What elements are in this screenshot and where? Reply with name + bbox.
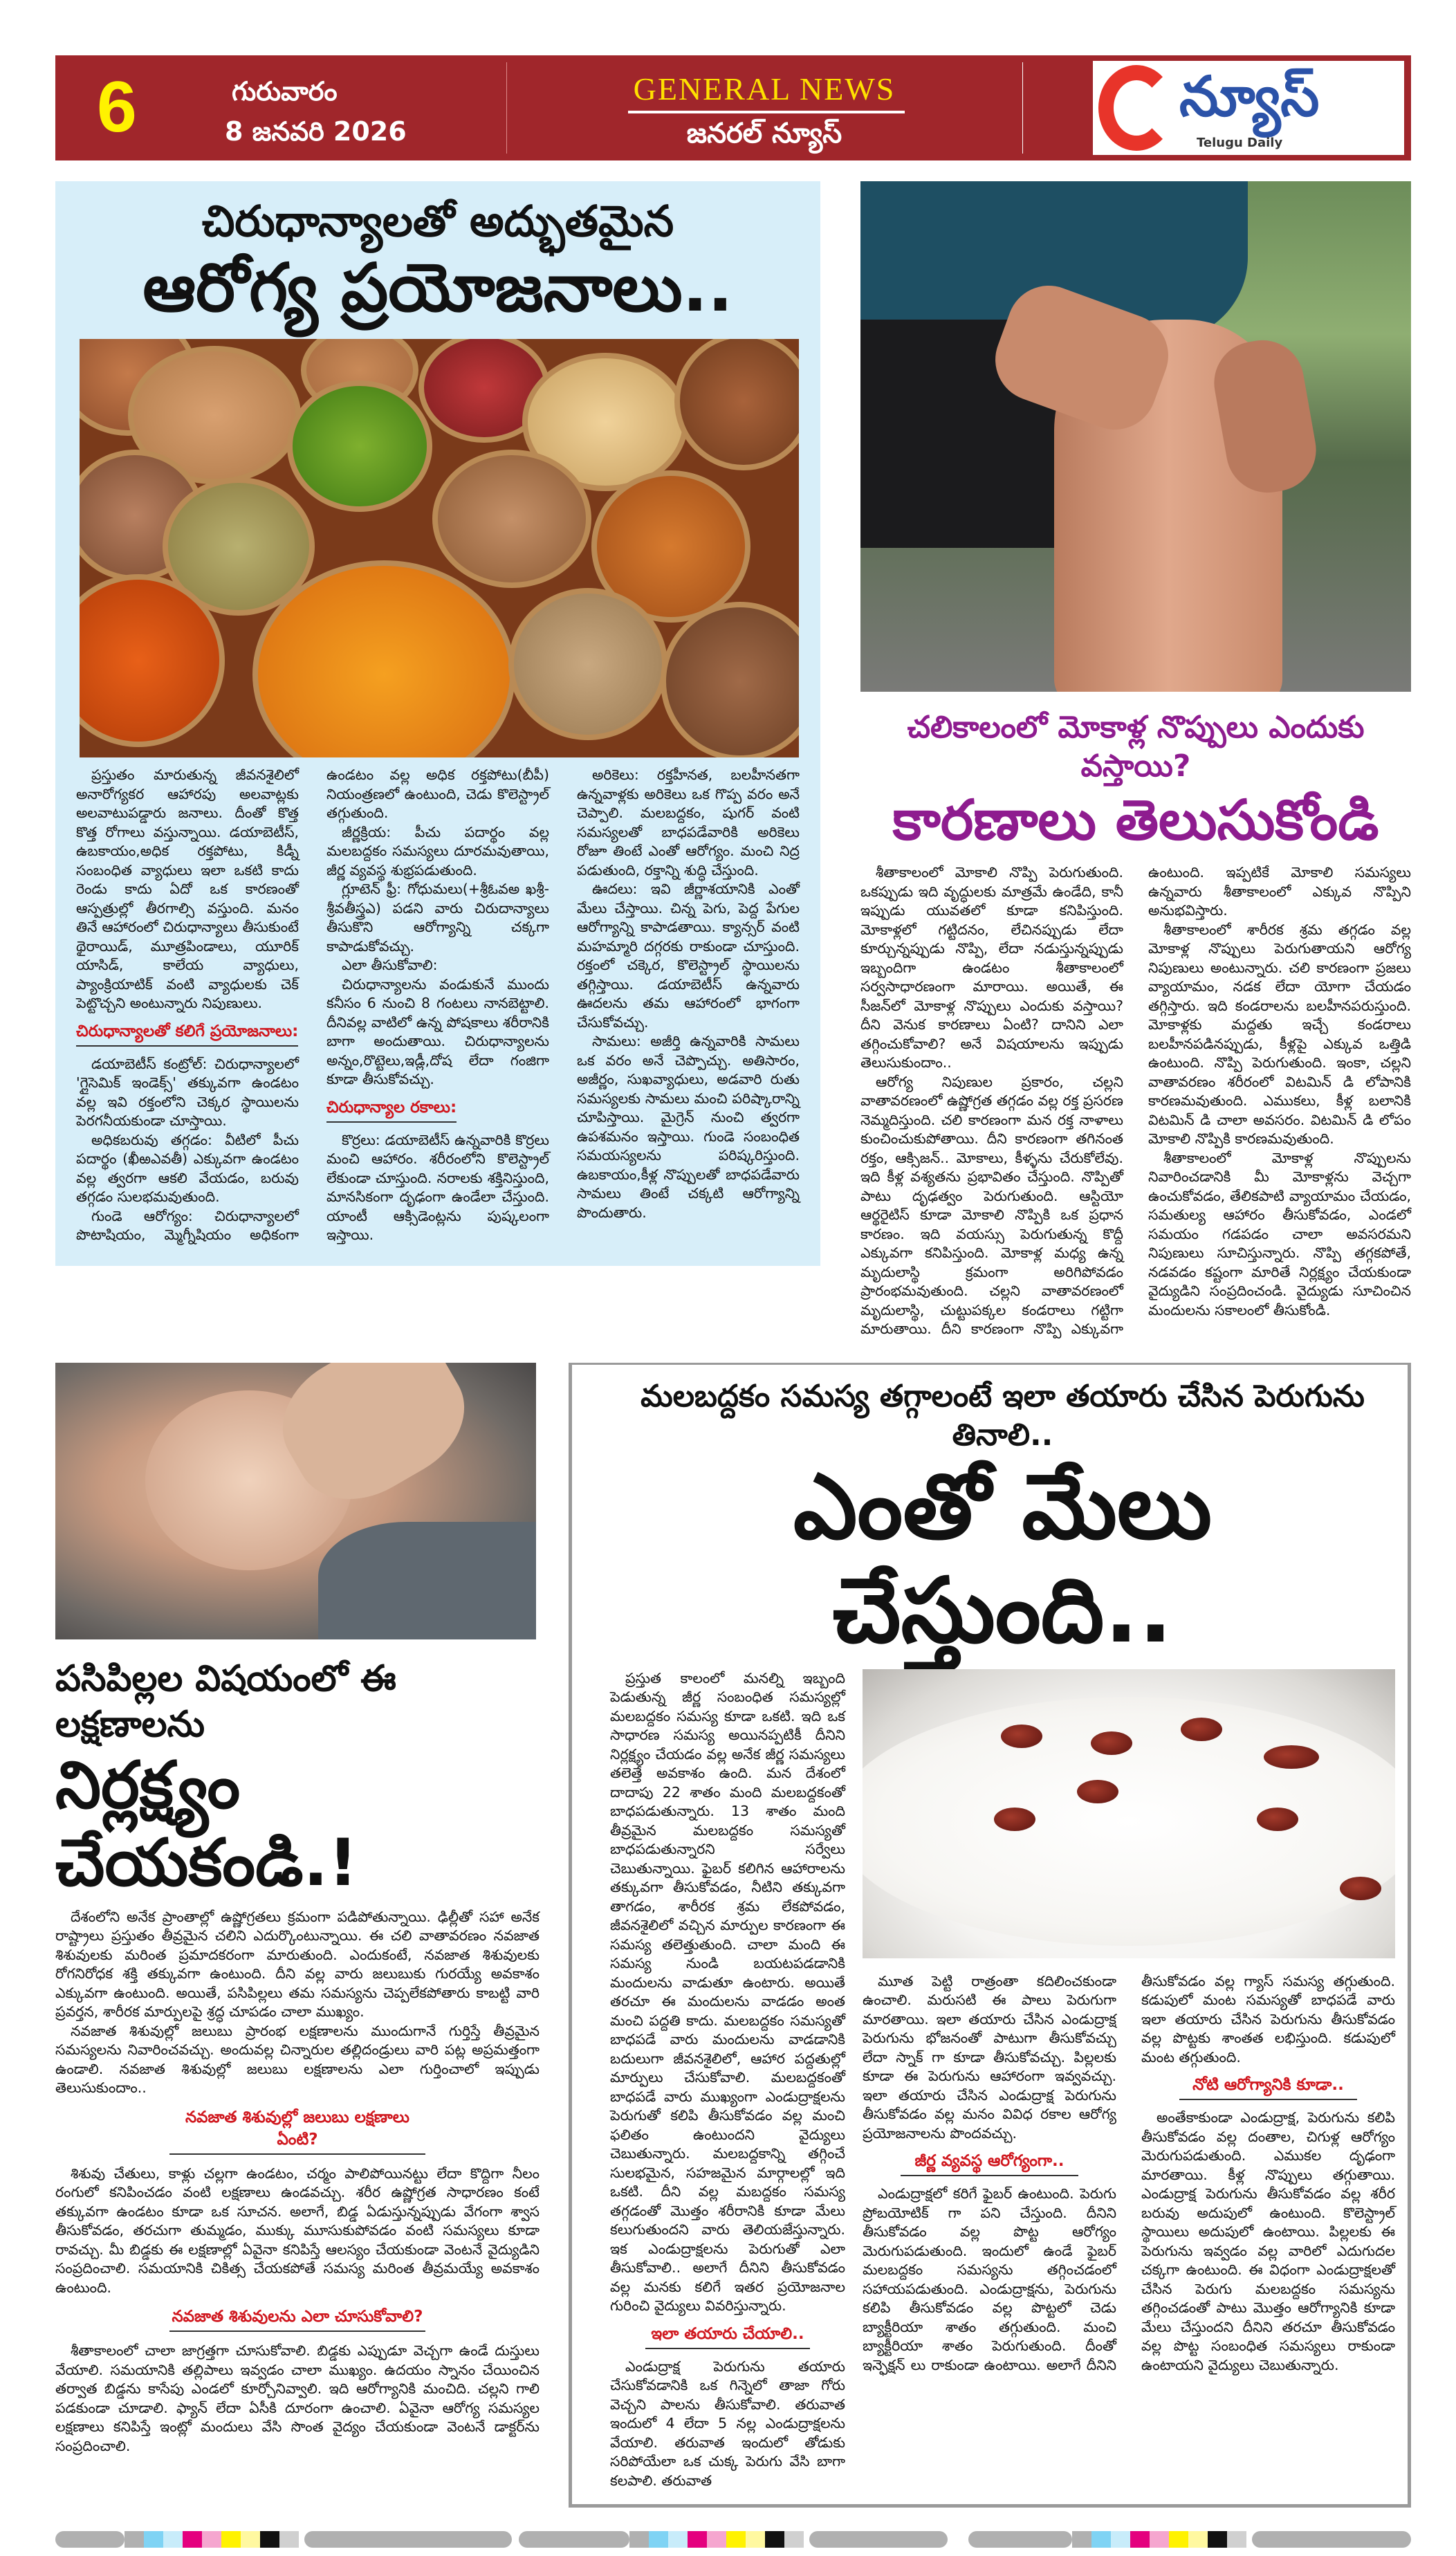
registration-bar bbox=[968, 2531, 1072, 2548]
paragraph: అంతేకాకుండా ఎండుద్రాక్ష, పెరుగును కలిపి తీసుకోవడం వల్ల దంతాల, చిగుళ్ల ఆరోగ్యం మెరుగుపడుతుంది. ఎముకల దృఢంగా మారతాయి. కీళ్ల నొప్పులు తగ్గుతాయి. ఎండుద్రాక్ష పెరుగును తీసుకోవడం వల్ల శరీర బరువు అదుపులో ఉంటుంది. కొలెస్ట్రాల్ స్థాయిలు అదుపులో ఉంటాయి. పిల్లలకు ఈ పెరుగును ఇవ్వడం వల్ల వారిలో ఎదుగుదల చక్కగా ఉంటుంది. ఈ విధంగా ఎండుద్రాక్షలతో చేసిన పెరుగు మలబద్దకం సమస్యను తగ్గించడంతో పాటు మొత్తం ఆరోగ్యానికి కూడా మేలు చేస్తుందని దీనిని తరచూ తీసుకోవడం వల్ల పొట్ట సంబంధిత సమస్యలు రాకుండా ఉంటాయని వైద్యులు చెబుతున్నారు. bbox=[1141, 2109, 1395, 2373]
article-kicker: చలికాలంలో మోకాళ్ల నొప్పులు ఎందుకు వస్తాయి? bbox=[907, 710, 1365, 784]
article-curd bbox=[569, 1363, 1411, 2508]
logo-tagline: Telugu Daily bbox=[1197, 136, 1283, 150]
day-label: గురువారం bbox=[232, 76, 338, 107]
paragraph: శీతాకాలంలో శారీరక శ్రమ తగ్గడం వల్ల మోకాళ్ల నొప్పులు పెరుగుతాయని ఆరోగ్య నిపుణులు అంటున్నారు. చలి కారణంగా ప్రజలు వ్యాయామం, నడక లేదా యోగా చేయడం తగ్గిస్తారు. ఇది కండరాలను బలహీనపరుస్తుంది. మోకాళ్లకు మద్దతు ఇచ్చే కండరాలు బలహీనపడినప్పుడు, కీళ్లపై ఎక్కువ ఒత్తిడి ఉంటుంది. నొప్పి పెరుగుతుంది. ఇంకా, చల్లని వాతావరణం శరీరంలో విటమిన్ డి లోపానికి కారణమవుతుంది. ఎముకలు, కీళ్ల బలానికి విటమిన్ డి చాలా అవసరం. విటమిన్ డి లోపం మోకాలి నొప్పికి కారణమవుతుంది. bbox=[1148, 921, 1411, 1147]
paragraph: ప్రస్తుత కాలంలో మనల్ని ఇబ్బంది పెడుతున్న జీర్ణ సంబంధిత సమస్యల్లో మలబద్దకం సమస్య కూడా ఒకటి. ఇది ఒక సాధారణ సమస్య అయినప్పటికీ దీనిని నిర్లక్ష్యం చేయడం వల్ల అనేక జీర్ణ సమస్యలు తలెత్తే అవకాశం ఉంది. మన దేశంలో దాదాపు 22 శాతం మంది మలబద్దకంతో బాధపడుతున్నారు. 13 శాతం మంది తీవ్రమైన మలబద్దకం సమస్యతో బాధపడుతున్నారని సర్వేలు చెబుతున్నాయి. ఫైబర్ కలిగిన ఆహారాలను తక్కువగా తీసుకోవడం, నీటిని తక్కువగా తాగడం, శారీరక శ్రమ లేకపోవడం, జీవనశైలిలో వచ్చిన మార్పుల కారణంగా ఈ సమస్య తలెత్తుతుంది. చాలా మంది ఈ సమస్య నుండి బయటపడడానికి మందులను వాడుతూ ఉంటారు. అయితే తరచూ ఈ మందులను వాడడం అంత మంచి పద్దతి కాదు. మలబద్దకం సమస్యతో బాధపడే వారు మందులను వాడడానికి బదులుగా జీవనశైలిలో, ఆహార పద్దతుల్లో మార్పులు చేసుకోవాలి. మలబద్దకంతో బాధపడే వారు ముఖ్యంగా ఎండుద్రాక్షలను పెరుగుతో కలిపి తీసుకోవడం వల్ల మంచి ఫలితం ఉంటుందని వైద్యులు చెబుతున్నారు. మలబద్దకాన్ని తగ్గించే సులభమైన, సహజమైన మార్గాలల్లో ఇది ఒకటి. దీని వల్ల మబద్దకం సమస్య తగ్గడంతో మొత్తం శరీరానికి కూడా మేలు కలుగుతుందని వారు తెలియజేస్తున్నారు. ఇక ఎండుద్రాక్షలను పెరుగుతో ఎలా తీసుకోవాలి.. అలాగే దీనిని తీసుకోవడం వల్ల మనకు కలిగే ఇతర ప్రయోజనాల గురించి వైద్యులు వివరిస్తున్నారు. bbox=[610, 1669, 845, 2314]
article-kicker: చిరుధాన్యాలతో అద్భుతమైన bbox=[201, 196, 674, 246]
paragraph: శీతాకాలంలో చాలా జాగ్రత్తగా చూసుకోవాలి. బిడ్డకు ఎప్పుడూ వెచ్చగా ఉండే దుస్తులు వేయాలి. సమయానికి తల్లిపాలు ఇవ్వడం చాలా ముఖ్యం. ఉదయం స్నానం చేయించిన తర్వాత బిడ్డను కాసేపు ఎండలో కూర్చోనివ్వాలి. ఇది ఆరోగ్యానికి మంచిది. చల్లని గాలి పడకుండా చూడాలి. ఫ్యాన్ లేదా ఏసీకి దూరంగా ఉంచాలి. ఏవైనా ఆరోగ్య సమస్యల లక్షణాలు కనిపిస్తే ఇంట్లో మందులు వేసి సొంత వైద్యం చేయకుండా వెంటనే డాక్టర్‌ను సంప్రదించాలి. bbox=[55, 2342, 540, 2454]
paragraph: దేశంలోని అనేక ప్రాంతాల్లో ఉష్ణోగ్రతలు క్రమంగా పడిపోతున్నాయి. ఢిల్లీతో సహా అనేక రాష్ట్రాలు ప్రస్తుతం తీవ్రమైన చలిని ఎదుర్కొంటున్నాయి. ఈ చలి వాతావరణం నవజాత శిశువులకు మరింత ప్రమాదకరంగా మారుతుంది. ఎందుకంటే, నవజాత శిశువులకు రోగనిరోధక శక్తి తక్కువగా ఉంటుంది. దీని వల్ల వారు జలుబుకు గురయ్యే అవకాశం ఎక్కువగా ఉంటుంది. అయితే, పసిపిల్లలు తమ సమస్యను చెప్పలేకపోతారు కాబట్టి వారి ప్రవర్తన, శారీరక మార్పులపై శ్రద్ధ చూపడం చాలా ముఖ్యం. bbox=[55, 1908, 540, 2020]
article-headline: కారణాలు తెలుసుకోండి bbox=[892, 788, 1379, 852]
registration-bar bbox=[1252, 2531, 1411, 2548]
article-body bbox=[76, 766, 800, 1245]
curd-raisins-image bbox=[863, 1669, 1395, 1958]
logo-wordmark: న్యూస్ bbox=[1179, 64, 1320, 129]
paragraph: అరికెలు: రక్తహీనత, బలహీనతగా ఉన్నవాళ్లకు అరికెలు ఒక గొప్ప వరం అనే చెప్పాలి. మలబద్దకం, షుగర్ వంటి సమస్యలతో బాధపడేవారికి అరికెలు రోజూ తింటే ఎంతో ఆరోగ్యం. మంచి నిద్ర పడుతుంది, రక్తాన్ని శుద్ధి చేస్తుంది. bbox=[577, 766, 800, 879]
paragraph: అధికబరువు తగ్గడం: వీటిలో పీచు పదార్థం (ఖీఱఎవతీ) ఎక్కువగా ఉండటం వల్ల త్వరగా ఆకలి వేయడం, బరువు తగ్గడం సులభమవుతుంది. bbox=[76, 1131, 299, 1205]
divider bbox=[1022, 62, 1023, 154]
article-right-area bbox=[863, 1669, 1395, 2375]
article-baby bbox=[55, 1363, 540, 2456]
paragraph: ఊదలు: ఇవి జీర్ణాశయానికి ఎంతో మేలు చేస్తాయి. చిన్న పెగు, పెద్ద పేగుల ఆరోగ్యాన్ని కాపాడతాయి. క్యాన్సర్ వంటి మహమ్మారి దగ్గరకు రాకుండా చూస్తుంది. రక్తంలో చక్కెర, కొలెస్ట్రాల్ స్థాయిలను తగ్గిస్తాయి. డయాబెటీస్ ఉన్నవారు ఊదలను తమ ఆహారంలో భాగంగా చేసుకోవచ్చు. bbox=[577, 881, 800, 1031]
subheading: నోటి ఆరోగ్యానికి కూడా.. bbox=[1179, 2074, 1357, 2100]
raisin bbox=[994, 1808, 1035, 1831]
registration-bar bbox=[519, 2531, 629, 2548]
paragraph: మూత పెట్టి రాత్రంతా కదిలించకుండా ఉంచాలి. మరుసటి ఈ పాలు పెరుగుగా మారతాయి. ఇలా తయారు చేసిన ఎండుద్రాక్ష పెరుగును భోజనంతో పాటుగా తీసుకోవచ్చు లేదా స్నాక్ గా కూడా తీసుకోవచ్చు. పిల్లలకు కూడా ఈ పెరుగును ఆహారంగా ఇవ్వవచ్చు. ఇలా తయారు చేసిన ఎండుద్రాక్ష పెరుగును తీసుకోవడం వల్ల మనం వివిధ రకాల ఆరోగ్య ప్రయోజనాలను పొందవచ్చు. bbox=[863, 1972, 1116, 2142]
section-title-english: GENERAL NEWS bbox=[633, 71, 896, 107]
subheading: నవజాత శిశువుల్లో జలుబు లక్షణాలు ఏంటి? bbox=[169, 2106, 425, 2155]
article-body bbox=[55, 1908, 540, 2456]
divider bbox=[628, 111, 905, 113]
knee-pain-image bbox=[860, 181, 1411, 692]
registration-bar bbox=[304, 2531, 512, 2548]
color-registration-strip bbox=[125, 2531, 299, 2548]
page-number: 6 bbox=[97, 67, 137, 147]
raisin bbox=[1257, 1808, 1298, 1831]
subheading: చిరుధాన్యాలతో కలిగే ప్రయోజనాలు: bbox=[76, 1020, 298, 1047]
article-headline: ఆరోగ్య ప్రయోజనాలు.. bbox=[142, 249, 733, 327]
registration-bar bbox=[55, 2531, 125, 2548]
newspaper-logo bbox=[1093, 61, 1404, 155]
article-headline: నిర్లక్ష్యం చేయకండి.! bbox=[55, 1747, 358, 1901]
raisin bbox=[1091, 1731, 1132, 1755]
paragraph: శీతాకాలంలో మోకాలి నొప్పి పెరుగుతుంది. ఒకప్పుడు ఇది వృద్ధులకు మాత్రమే ఉండేది, కానీ ఇప్పుడు యువతలో కూడా కనిపిస్తుంది. మోకాళ్లలో గట్టిదనం, లేచినప్పుడు లేదా కూర్చున్నప్పుడు నొప్పి, లేదా నడుస్తున్నప్పుడు ఇబ్బందిగా ఉండటం శీతాకాలంలో సర్వసాధారణంగా మారాయి. అయితే, ఈ సీజన్‌లో మోకాళ్ల నొప్పులు ఎందుకు వస్తాయి? దీని వెనుక కారణాలు ఏంటి? దానిని ఎలా తగ్గించుకోవాలి? అనే విషయాలను ఇప్పుడు తెలుసుకుందాం.. bbox=[860, 864, 1123, 1071]
section-title-telugu: జనరల్ న్యూస్ bbox=[686, 118, 842, 149]
bottom-row bbox=[55, 1363, 1411, 2508]
article-kicker: మలబద్దకం సమస్య తగ్గాలంటే ఇలా తయారు చేసిన పెరుగును తినాలి.. bbox=[641, 1378, 1365, 1453]
divider bbox=[506, 62, 507, 154]
article-headline: ఎంతో మేలు చేస్తుంది.. bbox=[793, 1453, 1213, 1663]
subheading: చిరుధాన్యాల రకాలు: bbox=[326, 1096, 457, 1123]
raisin bbox=[1001, 1725, 1042, 1748]
curd-bowl bbox=[863, 1697, 1395, 1946]
article-columns bbox=[610, 1669, 1395, 2491]
article-body bbox=[610, 1669, 845, 2491]
paragraph: ఎండుద్రాక్ష పెరుగును తయారు చేసుకోవడానికి ఒక గిన్నెలో తాజా గోరు వెచ్చని పాలను తీసుకోవాలి. తరువాత ఇందులో 4 లేదా 5 నల్ల ఎండుద్రాక్షలను వేయాలి. తరువాత ఇందులో తోడుకు సరిపోయేలా ఒక చుక్క పెరుగు వేసి బాగా కలపాలి. తరువాత bbox=[610, 2357, 845, 2489]
paragraph: జీర్ణక్రియ: పీచు పదార్థం వల్ల మలబద్దకం సమస్యలు దూరమవుతాయి, జీర్ణ వ్యవస్థ శుభ్రపడుతుంది. bbox=[326, 823, 549, 879]
raisin bbox=[1181, 1718, 1222, 1741]
paragraph: శీతాకాలంలో మోకాళ్ల నొప్పులను నివారించడానికి మీ మోకాళ్లను వెచ్చగా ఉంచుకోవడం, తేలికపాటి వ్యాయామం చేయడం, సమతుల్య ఆహారం తీసుకోవడం, ఎండలో సమయం గడపడం చాలా అవసరమని నిపుణులు సూచిస్తున్నారు. నొప్పి తగ్గకపోతే, నడవడం కష్టంగా మారితే నిర్లక్ష్యం చేయకుండా వైద్యుడిని సంప్రదించండి. వైద్యుడు సూచించిన మందులను సకాలంలో తీసుకోండి. bbox=[1148, 1149, 1411, 1318]
paragraph: నవజాత శిశువుల్లో జలుబు ప్రారంభ లక్షణాలను ముందుగానే గుర్తిస్తే తీవ్రమైన సమస్యలను నివారించవచ్చు. అందువల్ల చిన్నారుల తల్లిదండ్రులు వారి పట్ల అప్రమత్తంగా ఉండాలి. నవజాత శిశువుల్లో జలుబు లక్షణాలను ఎలా గుర్తించాలో ఇప్పుడు తెలుసుకుందాం.. bbox=[55, 2022, 540, 2096]
paragraph: ఎండుద్రాక్షలో కరిగే ఫైబర్ ఉంటుంది. పెరుగు ప్రోబయోటిక్ గా పని చేస్తుంది. దీనిని తీసుకోవడం వల్ల పొట్ట ఆరోగ్యం మెరుగుపడుతుంది. ఇందులో ఉండే ఫైబర్ మలబద్దకం సమస్యను తగ్గించడంలో సహాయపడుతుంది. ఎండుద్రాక్షను, పెరుగును కలిపి తీసుకోవడం వల్ల పొట్టలో చెడు బ్యాక్టీరియా శాతం తగ్గుతుంది. మంచి బ్యాక్టీరియా శాతం పెరుగుతుంది. దీంతో ఇన్ఫెక్షన్ లు రాకుండా ఉంటాయి. అలాగే దీనిని తీసుకోవడం వల్ల గ్యాస్ సమస్య తగ్గుతుంది. కడుపులో మంట సమస్యతో బాధపడే వారు ఇలా తయారు చేసిన పెరుగును తీసుకోవడం వల్ల పొట్టకు శాంతత లభిస్తుంది. కడుపులో మంట తగ్గుతుంది. bbox=[863, 1972, 1395, 2373]
masthead bbox=[55, 55, 1411, 160]
top-row bbox=[55, 181, 1411, 1339]
raisin bbox=[1264, 1745, 1319, 1769]
registration-bar bbox=[809, 2531, 948, 2548]
registration-marks bbox=[55, 2531, 1411, 2548]
article-millets bbox=[55, 181, 820, 1266]
sick-baby-image bbox=[55, 1363, 536, 1639]
paragraph: డయాబెటీస్ కంట్రోల్: చిరుధాన్యాలలో 'గ్లైసెమిక్ ఇండెక్స్' తక్కువగా ఉండటం వల్ల ఇవి రక్తంలోని చెక్కర స్థాయిలను పెరగనీయకుండా చూస్తాయి. bbox=[76, 1055, 299, 1129]
raisin bbox=[1340, 1877, 1381, 1900]
paragraph: గ్లూటెన్ ఫ్రీ: గోధుమలు(+శ్రీఓవఅ ఖశ్రీ-శ్రీవతీస్త్రఎ) పడని వారు చిరుదాన్యాలు తీసుకొని ఆరోగ్యాన్ని చక్కగా కాపాడుకోవచ్చు. bbox=[326, 881, 549, 955]
date-label: 8 జనవరి 2026 bbox=[225, 116, 407, 147]
article-knee bbox=[860, 181, 1411, 1339]
color-registration-strip bbox=[629, 2531, 804, 2548]
clothing bbox=[318, 1522, 536, 1639]
subheading: జీర్ణ వ్యవస్థ ఆరోగ్యంగా.. bbox=[901, 2150, 1078, 2176]
color-registration-strip bbox=[1072, 2531, 1246, 2548]
paragraph: శిశువు చేతులు, కాళ్లు చల్లగా ఉండటం, చర్మం పాలిపోయినట్టు లేదా కొద్దిగా నీలం రంగులో కనిపించడం వంటి లక్షణాలు ఉండవచ్చు. శరీర ఉష్ణోగ్రత సాధారణం కంటే తక్కువగా ఉండటం కూడా ఒక సూచన. అలాగే, బిడ్డ ఏడుస్తున్నప్పుడు వేగంగా శ్వాస తీసుకోవడం, తరచుగా తుమ్మడం, ముక్కు మూసుకుపోవడం వంటి సమస్యలు కూడా రావచ్చు. మీ బిడ్డకు ఈ లక్షణాల్లో ఏవైనా కనిపిస్తే ఆలస్యం చేయకుండా వెంటనే వైద్యుడిని సంప్రదించాలి. సమయానికి చికిత్స చేయకపోతే సమస్య మరింత తీవ్రమయ్యే అవకాశం ఉంటుంది. bbox=[55, 2164, 540, 2296]
paragraph: గుండె ఆరోగ్యం: చిరుధాన్యాలలో పొటాషియం, మ్మెగ్నీషియం అధికంగా ఉండటం వల్ల అధిక రక్తపోటు(బీపీ) నియంత్రణలో ఉంటుంది, చెడు కొలెస్ట్రాల్ తగ్గుతుంది. bbox=[76, 766, 549, 1243]
millet-bowls-image bbox=[80, 339, 799, 757]
logo-g-icon bbox=[1098, 65, 1174, 151]
paragraph: ప్రస్తుతం మారుతున్న జీవనశైలిలో అనారోగ్యకర ఆహారపు అలవాట్లకు అలవాటుపడ్డారు జనాలు. దీంతో కొత్త కొత్త రోగాలు వస్తున్నాయి. డయాబెటీస్, ఉబకాయం,అధిక రక్తపోటు, కిడ్నీ సంబంధిత వ్యాధులు ఇలా ఒకటి కాదు రెండు కాదు ఏదో ఒక కారణంతో ఆస్పత్రుల్లో తీరగాల్సి వస్తుంది. మనం తినే ఆహారంలో చిరుధాన్యాలు తీసుకుంటే థైరాయిడ్, మూత్రపిండాలు, యూరిక్ యాసిడ్, కాలేయ వ్యాధులు, ప్యాంక్రియాటిక్ వంటి వ్యాధులకు చెక్ పెట్టొచ్చని అంటున్నారు నిపుణులు. bbox=[76, 766, 299, 1011]
article-body bbox=[860, 863, 1411, 1339]
paragraph: సామలు: అజీర్తి ఉన్నవారికి సామలు ఒక వరం అనే చెప్పొచ్చు. అతిసారం, అజీర్ణం, సుఖవ్యాధులు, అడవారి రుతు సమస్యలకు సామలు మంచి పరిష్కారాన్ని చూపిస్తాయి. మైగ్రెన్ నుంచి త్వరగా ఉపశమనం ఇస్తాయి. గుండె సంబంధిత సమయస్యలను పరిష్కరిస్తుంది. ఉబకాయం,కీళ్ల నొప్పులతో బాధపడేవారు సామలు తింటే చక్కటి ఆరోగ్యాన్ని పొందుతారు. bbox=[577, 1033, 800, 1221]
paragraph: ఎలా తీసుకోవాలి: bbox=[342, 957, 438, 973]
subheading: నవజాత శిశువులను ఎలా చూసుకోవాలి? bbox=[169, 2306, 425, 2332]
paragraph: చిరుధాన్యాలను వండుకునే ముందు కనీసం 6 నుంచి 8 గంటలు నానబెట్టాలి. దీనివల్ల వాటిలో ఉన్న పోషకాలు శరీరానికి బాగా అందుతాయి. చిరుధాన్యాలను అన్నం,రొట్టెలు,ఇడ్లీ,దోష లేదా గంజిగా కూడా తీసుకోవచ్చు. bbox=[326, 975, 549, 1087]
paragraph: ఆరోగ్య నిపుణుల ప్రకారం, చల్లని వాతావరణంలో ఉష్ణోగ్రత తగ్గడం వల్ల రక్త ప్రసరణ నెమ్మదిస్తుంది. చలి కారణంగా మన రక్త నాళాలు కుంచించుకుపోతాయి. దీని కారణంగా తగినంత రక్తం, ఆక్సిజన్.. మోకాలు, కీళ్ళను చేరుకోలేవు. ఇది కీళ్ల వశ్యతను ప్రభావితం చేస్తుంది. నొప్పితో పాటు దృఢత్వం పెరుగుతుంది. ఆస్టియో ఆర్థరైటిస్ కూడా మోకాలి నొప్పికి ఒక ప్రధాన కారణం. ఇది వయస్సు పెరుగుతున్న కొద్దీ ఎక్కువగా కనిపిస్తుంది. మోకాళ్ల మధ్య ఉన్న మృదులాస్థి క్రమంగా అరిగిపోవడం ప్రారంభమవుతుంది. చల్లని వాతావరణంలో మృదులాస్థి, చుట్టుపక్కల కండరాలు గట్టిగా మారుతాయి. దీని కారణంగా నొప్పి ఎక్కువగా ఉంటుంది. ఇప్పటికే మోకాలి సమస్యలు ఉన్నవారు శీతాకాలంలో ఎక్కువ నొప్పిని అనుభవిస్తారు. bbox=[860, 864, 1411, 1337]
subheading: ఇలా తయారు చేయాలి.. bbox=[645, 2323, 810, 2349]
raisin bbox=[1077, 1780, 1118, 1803]
paragraph: కొర్రలు: డయాబెటీస్ ఉన్నవారికి కొర్రలు మంచి ఆహారం. శరీరంలోని కొలెస్ట్రాల్ లేకుండా చూస్తుంది. నరాలకు శక్తినిస్తుంది, మానసికంగా దృఢంగా ఉండేలా చేస్తుంది. యాంటీ ఆక్సిడెంట్లను పుష్కలంగా ఇస్తాయి. bbox=[326, 1131, 549, 1243]
article-body bbox=[863, 1972, 1395, 2375]
article-kicker: పసిపిల్లల విషయంలో ఈ లక్షణాలను bbox=[55, 1657, 396, 1745]
